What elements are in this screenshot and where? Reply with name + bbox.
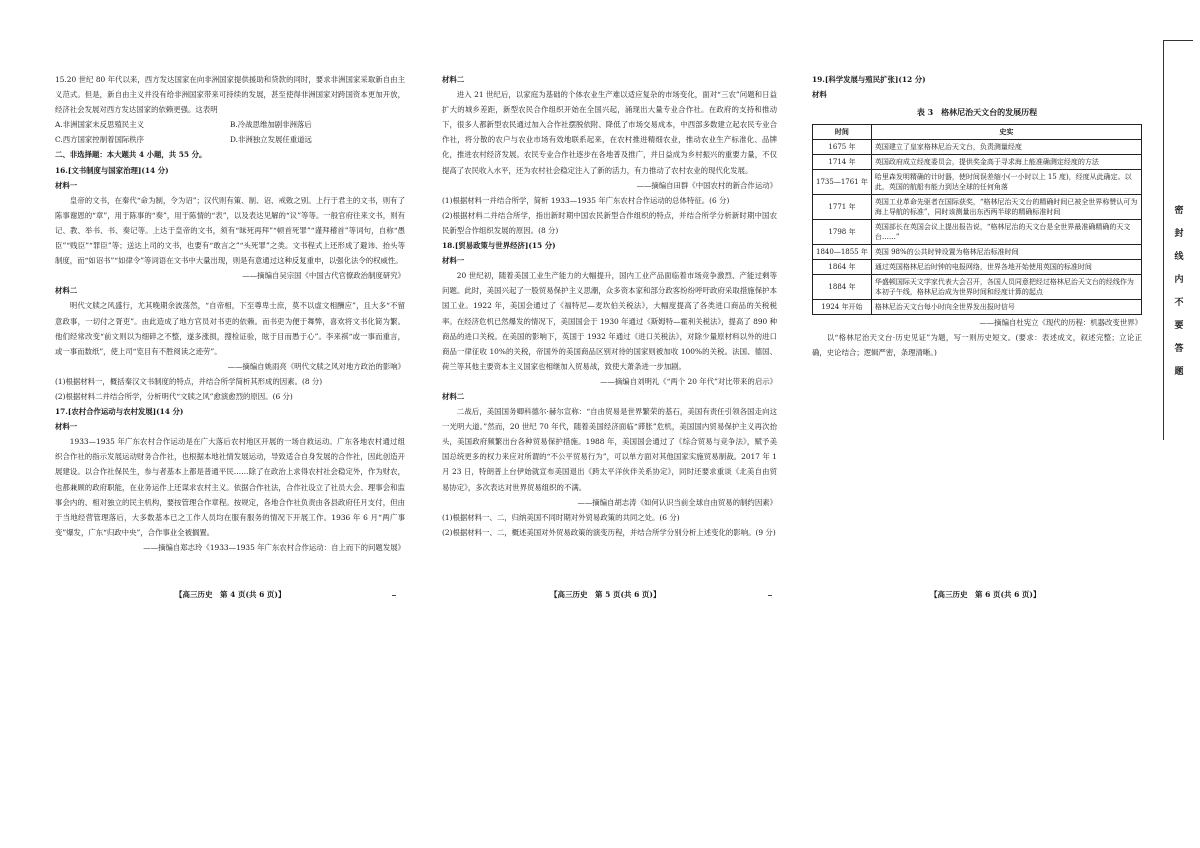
q17-material2: 进入 21 世纪后，以家庭为基础的个体农业生产难以适应复杂的市场变化，面对“三农”问题和日益扩大的城乡差距，新型农民合作组织开始在全国兴起，涌现出大量专业合作社。在政府的支持和推动下，很多人都新型农民通过加入合作社摆脱依附、降低了市场交易成本，中西部多数建立起农民专业合作社，将分散的农户与农业市场有效地联系起来，在农村推进精细农业，推动农业生产标准化、品牌化，推进农村经济发展。农民专业合作社逐步在各地普及推广，并日益成为乡村振兴的重要力量，不仅提高了农民收入水平，还为农村社会稳定注入了新的活力，有力推动了农村农业的现代化发展。 <box>442 90 777 175</box>
table-cell-time: 1840—1855 年 <box>813 245 872 260</box>
seal-char: 内 <box>1174 275 1184 285</box>
q17-subquestion-2: (2)根据材料二并结合所学，指出新时期中国农民新型合作组织的特点，并结合所学分析新时期中国农民新型合作组织发展的原因。(8 分) <box>442 210 777 235</box>
q17-material1-source: ——摘编自郑志玲《1933—1935 年广东农村合作运动：自上而下的问题发展》 <box>143 542 405 552</box>
table-row <box>813 300 1142 315</box>
q15-option-b: B.冷战思维加剧非洲落后 <box>230 120 312 130</box>
q18-material2: 二战后，美国国务卿科德尔·赫尔宣称：“自由贸易是世界繁荣的基石，美国有责任引领各国走向这一光明大道。”然而，20 世纪 70 年代，随着美国经济面临“滞胀”危机，美国国内贸易保护主义再次抬头，美国政府频繁出台各种贸易保护措施。1988 年，美国国会通过了《综合贸易与竞争法》，赋予美国总统更多的权力来应对所谓的“不公平贸易行为”，可以单方面对其他国家实施贸易制裁。2017 年 1 月 23 日，特朗普上台伊始就宣布美国退出《跨太平洋伙伴关系协定》，同时还要求重谈《北美自由贸易协定》，多次表达对世界贸易组织的不满。 <box>442 407 777 492</box>
seal-char: 封 <box>1174 229 1184 239</box>
table-row <box>813 220 1142 245</box>
table-cell-fact: 华盛顿国际天文学家代表大会召开，各国人员同意把经过格林尼治天文台的经线作为本初子午线，格林尼治成为世界时间和经度计算的起点 <box>871 275 1141 300</box>
table-row <box>813 275 1142 300</box>
q19-material-source: ——摘编自杜宪立《现代的历程：机器改变世界》 <box>979 318 1142 328</box>
q16-material2: 明代文牍之风盛行，尤其晚期余波荡然，“自帝相，下至尊卑士庶，莫不以虚文相酬应”，且大多“不留意政事，一切付之胥吏”。由此造成了地方官员对书吏的依赖。而书吏为便于舞弊，喜欢将文书化简为繁。他们经常改变“前文则以为细碎之不整，遂多涨损，搜检证验，眩于目而愚于心”。李来祺“或一事而重言，或一事而数纸”，使上司“览目有不胜阅读之迹劳”。 <box>55 301 405 356</box>
q17-material2-label: 材料二 <box>442 75 465 84</box>
q16-material1: 皇帝的文书，在秦代“命为制，令为诏”；汉代则有策、制、诏、戒敕之别。上行于君主的文书，则有了陈事谢恩的“章”，用于陈事的“奏”，用于陈情的“表”，以及表达见解的“议”等等。一般官府往来文书，则有记、教、举书、书、奏记等。上达于皇帝的文书，须有“昧死再拜”“顿首死罪”“谨拜稽首”等词句，自称“愚臣”“贱臣”“罪臣”等；送达上司的文书，也要有“敢言之”“头死罪”之类。文书程式上还形成了避讳、抬头等制度，而“如诏书”“如律令”等词语在文书中大量出现，则是有意通过这种反复重申，以强化法令的权威性。 <box>55 195 405 266</box>
q18-material1-source: ——摘编自刘明礼《“两个 20 年代”对比带来的启示》 <box>600 376 777 386</box>
seal-char: 线 <box>1174 252 1184 262</box>
table-cell-time: 1864 年 <box>813 260 872 275</box>
q15-options <box>55 117 405 147</box>
seal-char: 密 <box>1174 206 1184 216</box>
page6-column <box>812 72 1142 361</box>
table-row <box>813 170 1142 195</box>
q15-option-c: C.西方国家控制着国际秩序 <box>55 135 145 145</box>
section-heading: 二、非选择题：本大题共 4 小题，共 55 分。 <box>55 150 207 160</box>
q16-material1-source: ——摘编自吴宗国《中国古代官僚政治制度研究》 <box>242 271 405 281</box>
q18-material1: 20 世纪初，随着美国工业生产能力的大幅提升，国内工业产品面临着市场竞争激烈、产能过剩等问题。此时，美国兴起了一股贸易保护主义思潮，众多资本家和部分政客纷纷呼吁政府采取措施保护本国工业。1922 年，美国会通过了《福特尼—麦坎伯关税法》，大幅度提高了各类进口商品的关税税率。在经济危机已然爆发的情况下，美国国会于 1930 年通过《斯姆特—霍利关税法》，提高了 890 种商品的进口关税。在美国的影响下，英国于 1932 年通过《进口关税法》，对除少量原材料以外的进口商品一律征收 10%的关税，帝国外的美国商品区别对待的国家则被加收 100%的关税。法国、德国、荷兰等其他主要资本主义国家也相继加入贸易战，致使大萧条进一步加剧。 <box>442 271 777 371</box>
q16-subquestion-1: (1)根据材料一，概括秦汉文书制度的特点，并结合所学简析其形成的因素。(8 分) <box>55 376 323 386</box>
q18-subquestion-2: (2)根据材料一、二，概述美国对外贸易政策的演变历程，并结合所学分别分析上述变化的影响。(9 分) <box>442 527 776 537</box>
q17-material2-source: ——摘编自田群《中国农村的新合作运动》 <box>636 180 777 190</box>
q18-material2-source: ——摘编自胡志涛《如何认识当前全球自由贸易的制约因素》 <box>577 497 777 507</box>
q19-prompt: 以“格林尼治天文台·历史见证”为题，写一则历史短文。(要求：表述成文，叙述完整；立论正确，史论结合；逻辑严密，条理清晰。) <box>812 333 1142 358</box>
table-cell-time: 1884 年 <box>813 275 872 300</box>
q18-subquestion-1: (1)根据材料一、二，归纳美国不同时期对外贸易政策的共同之处。(6 分) <box>442 512 680 522</box>
q19-material-label: 材料 <box>812 90 827 100</box>
page5-footer: 【高三历史 第 5 页(共 6 页)】 <box>550 590 661 599</box>
seal-char: 不 <box>1174 298 1184 308</box>
table-cell-time: 1675 年 <box>813 140 872 155</box>
seal-line-sidebar <box>1163 40 1194 440</box>
q18-material1-label: 材料一 <box>442 256 465 266</box>
history-table <box>812 124 1142 315</box>
divider-mark <box>392 595 396 596</box>
table-cell-time: 1735—1761 年 <box>813 170 872 195</box>
q19-heading: 19.[科学发展与殖民扩张](12 分) <box>812 75 926 84</box>
q17-material1-label: 材料一 <box>55 422 78 432</box>
table-row <box>813 155 1142 170</box>
q16-material2-label: 材料二 <box>55 286 78 296</box>
table-cell-time: 1771 年 <box>813 195 872 220</box>
q15-option-a: A.非洲国家未反思殖民主义 <box>55 120 144 130</box>
q17-subquestion-1: (1)根据材料一并结合所学，简析 1933—1935 年广东农村合作运动的总体特征。(6 分) <box>442 195 730 205</box>
table-cell-fact: 哈里森发明精确的计时器，使时间误差缩小(一小时以上 15 度)，经度从此确定。以此，英国的航船有能力到达全球的任何角落 <box>871 170 1141 195</box>
table-row <box>813 140 1142 155</box>
seal-char: 题 <box>1174 367 1184 377</box>
table-cell-time: 1924 年开始 <box>813 300 872 315</box>
table-cell-fact: 英国建立了皇家格林尼治天文台，负责测量经度 <box>871 140 1141 155</box>
table-header-time: 时间 <box>813 125 872 140</box>
table-cell-fact: 格林尼治天文台每小时向全世界发出报时信号 <box>871 300 1141 315</box>
q15-stem: 15.20 世纪 80 年代以来，西方发达国家在向非洲国家提供援助和贷款的同时，要求非洲国家采取新自由主义范式。但是，新自由主义并没有给非洲国家带来可持续的发展，甚至使得非洲国家对跨国资本更加开放，经济社会发展对西方发达国家的依赖更强。这表明 <box>55 75 405 115</box>
q18-material2-label: 材料二 <box>442 391 465 401</box>
table-row <box>813 245 1142 260</box>
q15-option-d: D.非洲独立发展任重道远 <box>230 135 312 145</box>
seal-line-text <box>1172 200 1186 384</box>
table-caption: 表 3 格林尼治天文台的发展历程 <box>916 107 1038 118</box>
table-cell-fact: 英国部长在英国会议上提出报告说，“格林尼治的天文台是全世界最准确精确的天文台……” <box>871 220 1141 245</box>
page4-footer: 【高三历史 第 4 页(共 6 页)】 <box>175 590 286 599</box>
table-header-fact: 史实 <box>871 125 1141 140</box>
q16-material1-label: 材料一 <box>55 180 78 190</box>
table-cell-fact: 通过英国格林尼治时钟的电报网络，世界各地开始使用英国的标准时间 <box>871 260 1141 275</box>
page5-column <box>442 72 777 540</box>
q18-heading: 18.[贸易政策与世界经济](15 分) <box>442 241 556 251</box>
table-row <box>813 260 1142 275</box>
table-cell-time: 1714 年 <box>813 155 872 170</box>
seal-char: 要 <box>1174 321 1184 331</box>
table-cell-fact: 英国 98%的公共时钟设置为格林尼治标准时间 <box>871 245 1141 260</box>
seal-char: 答 <box>1174 344 1184 354</box>
q16-heading: 16.[文书制度与国家治理](14 分) <box>55 165 169 175</box>
table-cell-time: 1798 年 <box>813 220 872 245</box>
table-cell-fact: 英国工业革命先驱者在国际获奖，“格林尼治天文台的精确时间已被全世界称赞认可为海上导航的标准”，同时该测量出东西两半球的精确标准时间 <box>871 195 1141 220</box>
divider-mark <box>768 595 772 596</box>
table-row <box>813 195 1142 220</box>
page6-footer: 【高三历史 第 6 页(共 6 页)】 <box>930 590 1041 599</box>
q17-material1: 1933—1935 年广东农村合作运动是在广大落后农村地区开展的一场自救运动。广东各地农村通过组织合作社的指示发展运动财务合作社，也根据本地社情发展运动，导致适合自身发展的合作社，因此创造开展建设。以合作社保民生，参与者基本上都是普通平民……除了在政治上求得农村社会稳定外，作为财农，也都兼顾的政府职能，在业务运作上还谋求农村主义。依据合作社法，合作社设立了社员大会、理事会和监事会内的、相对独立的民主机构，要按管理合作章程。按规定，各地合作社负责由各县政府任月支付，但由于当地经营管理落后，大多数基本已之工作人员均在服有服务的情况下开展工作。1936 年 6 月“两广事变”爆发，广东“归政中央”，合作事业全被搁置。 <box>55 437 405 537</box>
page4-column <box>55 72 405 555</box>
table-cell-fact: 英国政府成立经度委员会，提供奖金高于寻求海上能准确测定经度的方法 <box>871 155 1141 170</box>
q16-material2-source: ——摘编自姚雨亮《明代文牍之风对地方政治的影响》 <box>227 361 405 371</box>
q17-heading: 17.[农村合作运动与农村发展](14 分) <box>55 407 184 417</box>
sidebar-top-rule <box>1163 40 1193 41</box>
q16-subquestion-2: (2)根据材料二并结合所学，分析明代“文牍之风”愈演愈烈的原因。(6 分) <box>55 391 293 401</box>
